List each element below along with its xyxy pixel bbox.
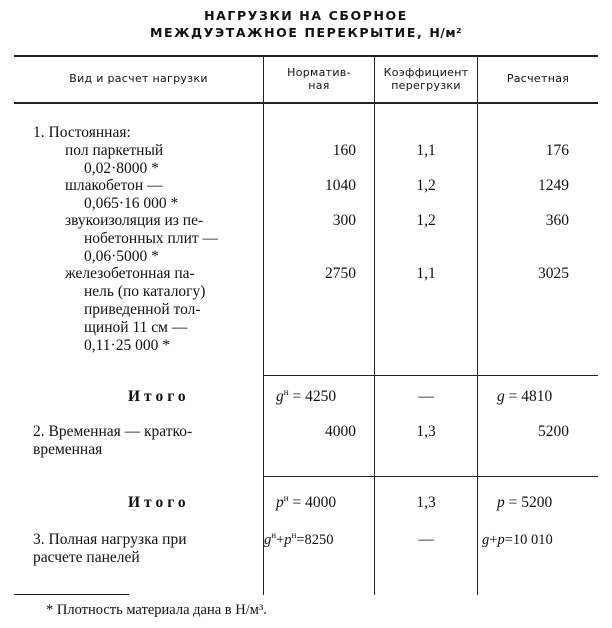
header-normative [264, 66, 374, 92]
total2-normative-symbol: p [276, 494, 284, 511]
row-insulation-normative: 300 [332, 212, 356, 229]
row-insulation-design: 360 [545, 212, 569, 229]
row-insulation-line2: нобетонных плит — [84, 230, 219, 247]
row-panel-design: 3025 [538, 265, 569, 282]
header-normative-line1: Норматив- [287, 66, 351, 79]
table-title-text: МЕЖДУЭТАЖНОЕ ПЕРЕКРЫТИЕ, [149, 25, 424, 40]
section3-normative-p-sup: н [291, 530, 297, 540]
total2-normative-sup: н [283, 493, 289, 503]
header-coef-line2: перегрузки [391, 79, 461, 92]
total2-design-symbol: p [497, 494, 505, 511]
column-divider-3 [477, 55, 478, 595]
row-insulation-coef: 1,2 [416, 212, 436, 229]
row-panel-line2: нель (по каталогу) [84, 283, 206, 300]
row-slag-coef: 1,2 [416, 177, 436, 194]
section2-coef: 1,3 [416, 423, 436, 440]
row-parquet-line2: 0,02·8000 * [84, 160, 159, 177]
total1-rule [263, 375, 598, 376]
total1-normative-value: = 4250 [292, 388, 337, 405]
table-top-rule [14, 55, 598, 57]
table-header-rule [14, 102, 598, 104]
total1-normative-symbol: g [276, 388, 284, 405]
section3-normative-value: =8250 [296, 532, 334, 548]
section3-design-g: g [482, 532, 490, 548]
section2-design: 5200 [538, 423, 569, 440]
section2-line2: временная [33, 441, 103, 458]
row-panel-coef: 1,1 [416, 265, 436, 282]
header-overload-coef [375, 66, 477, 92]
total2-rule [263, 476, 598, 477]
section3-design [482, 531, 553, 549]
total2-normative [276, 494, 336, 512]
footnote-rule [14, 594, 129, 595]
total2-label: Итого [128, 494, 190, 511]
row-slag-design: 1249 [538, 177, 569, 194]
header-normative-line2: ная [308, 79, 330, 92]
footnote [46, 602, 267, 619]
row-slag-normative: 1040 [325, 177, 356, 194]
section2-line1: 2. Временная — кратко- [33, 423, 193, 440]
total1-design-symbol: g [497, 388, 505, 405]
section2-normative: 4000 [325, 423, 356, 440]
row-parquet-coef: 1,1 [416, 142, 436, 159]
row-slag-line1: шлакобетон — [65, 177, 163, 194]
total2-design-value: = 5200 [508, 494, 553, 511]
footnote-text: Плотность материала дана в Н/м³. [56, 602, 267, 618]
section1-title: 1. Постоянная: [33, 124, 131, 141]
section3-normative-g: g [264, 532, 272, 548]
section3-normative-plus: + [276, 532, 285, 548]
total2-normative-value: = 4000 [292, 494, 337, 511]
section3-design-p: p [497, 532, 505, 548]
section3-normative [264, 531, 334, 549]
header-load-type: Вид и расчет нагрузки [69, 72, 208, 85]
total1-normative-sup: н [283, 387, 289, 397]
column-divider-1 [263, 55, 264, 595]
table-title-unit: Н/м² [429, 25, 463, 40]
section3-design-value: =10 010 [504, 532, 553, 548]
footnote-mark: * [46, 602, 54, 618]
section3-line1: 3. Полная нагрузка при [33, 531, 187, 548]
section3-normative-g-sup: н [271, 530, 277, 540]
row-panel-line5: 0,11·25 000 * [84, 337, 170, 354]
row-parquet-design: 176 [545, 142, 569, 159]
section3-line2: расчете панелей [33, 549, 140, 566]
table-title-line1: НАГРУЗКИ НА СБОРНОЕ [204, 8, 408, 23]
row-parquet-normative: 160 [332, 142, 356, 159]
header-coef-line1: Коэффициент [383, 66, 469, 79]
total1-design-value: = 4810 [508, 388, 553, 405]
total2-coef: 1,3 [416, 494, 436, 511]
column-divider-2 [374, 55, 375, 595]
total1-design [497, 388, 552, 406]
table-title-line2 [0, 25, 612, 40]
header-design: Расчетная [506, 72, 570, 85]
row-panel-line1: железобетонная па- [65, 265, 195, 282]
total2-design [497, 494, 552, 512]
section3-coef: — [418, 531, 434, 548]
row-slag-line2: 0,065·16 000 * [84, 195, 179, 212]
section3-design-plus: + [489, 532, 498, 548]
row-panel-line4: щиной 11 см — [84, 319, 188, 336]
section3-normative-p: p [284, 532, 292, 548]
total1-coef: — [418, 388, 434, 405]
total1-normative [276, 388, 336, 406]
total1-label: Итого [128, 388, 190, 405]
row-panel-normative: 2750 [325, 265, 356, 282]
row-panel-line3: приведенной тол- [84, 301, 201, 318]
row-parquet-line1: пол паркетный [65, 142, 164, 159]
row-insulation-line3: 0,06·5000 * [84, 248, 159, 265]
row-insulation-line1: звукоизоляция из пе- [65, 212, 204, 229]
